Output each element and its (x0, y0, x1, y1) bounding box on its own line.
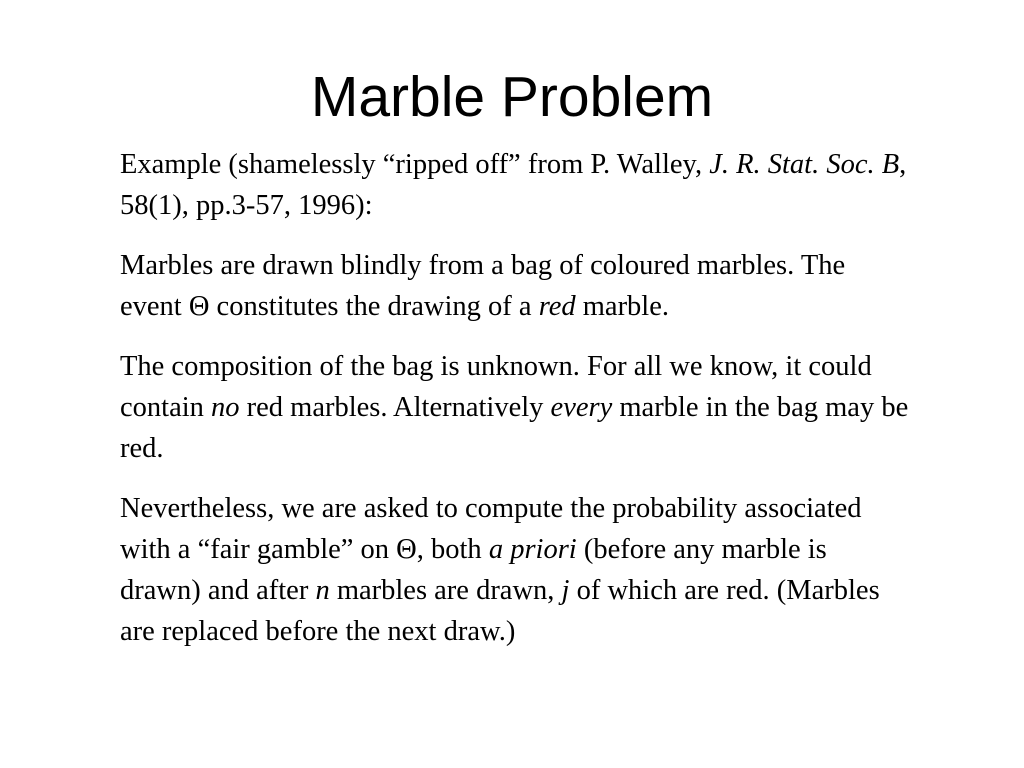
slide-title: Marble Problem (310, 65, 714, 129)
composition-text: The composition of the bag is unknown. For all we know, it could contain (120, 351, 872, 423)
probability-text-end: of which are red. (Marbles are replaced before the next draw.) (120, 575, 880, 647)
event-text: Marbles are drawn blindly from a bag of coloured marbles. The event Θ constitutes the drawing of a (120, 250, 846, 322)
probability-text-mid2: marbles are drawn, (329, 575, 562, 606)
composition-emphasis-every: every (550, 392, 613, 423)
journal-name: J. R. Stat. Soc. B (709, 149, 900, 180)
probability-emphasis-a-priori: a priori (488, 534, 577, 565)
probability-text-mid: (before any marble is drawn) and after (120, 534, 827, 606)
composition-emphasis-no: no (211, 392, 240, 423)
composition-text-end: marble in the bag may be red. (120, 392, 909, 464)
variable-j: j (561, 575, 570, 606)
paragraph-event (120, 245, 910, 327)
paragraph-citation (120, 144, 910, 226)
event-emphasis-red: red (538, 291, 576, 322)
citation-details: , 58(1), pp.3-57, 1996): (120, 149, 907, 221)
paragraph-probability (120, 488, 910, 652)
citation-text: Example (shamelessly “ripped off” from P. Walley, (120, 149, 710, 180)
slide-body (120, 144, 910, 652)
composition-text-mid: red marbles. Alternatively (239, 392, 551, 423)
variable-n: n (315, 575, 330, 606)
probability-text: Nevertheless, we are asked to compute the probability associated with a “fair gamble” on Θ, both (120, 493, 862, 565)
event-text-end: marble. (575, 291, 670, 322)
paragraph-composition (120, 346, 910, 469)
